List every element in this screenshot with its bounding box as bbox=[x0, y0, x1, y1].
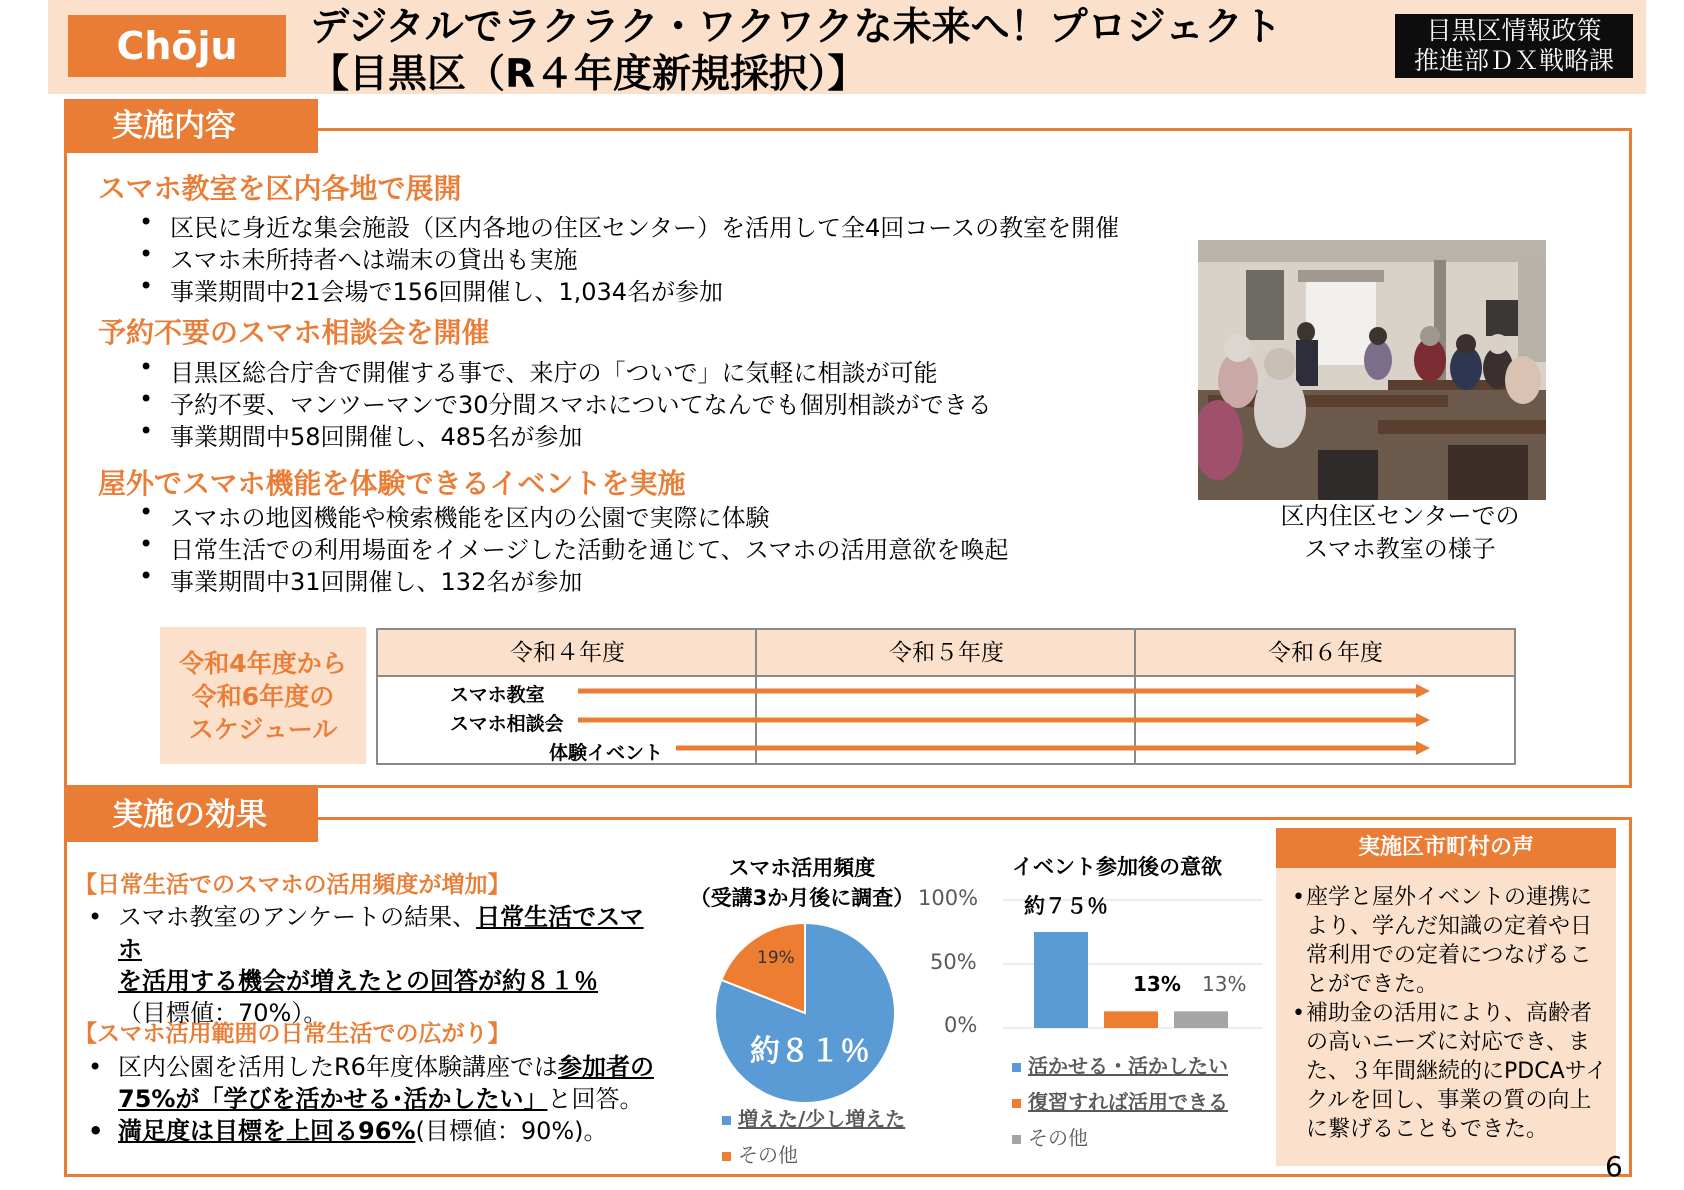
group-1-bullet-3: • 事業期間中21会場で156回開催し、1,034名が参加 bbox=[139, 272, 724, 306]
bar-ytick-100: 100% bbox=[918, 886, 979, 910]
effect-3-bullet: • bbox=[88, 1117, 104, 1145]
effect-2-bullet: • bbox=[88, 1053, 103, 1081]
group-2-bullet-2: • 予約不要、マンツーマンで30分間スマホについてなんでも個別相談ができる bbox=[139, 385, 992, 419]
pie-chart bbox=[710, 918, 900, 1108]
effect-1-heading: 【日常生活でのスマホの活用頻度が増加】 bbox=[74, 872, 511, 898]
pie-chart-title bbox=[682, 852, 922, 912]
pie-legend-item-2: その他 bbox=[722, 1139, 798, 1168]
group-2-bullet-3: • 事業期間中58回開催し、485名が参加 bbox=[139, 417, 583, 451]
schedule-label-line-3: スケジュール bbox=[188, 715, 338, 744]
schedule-row-label-consult: スマホ相談会 bbox=[450, 713, 564, 735]
group-3-heading: 屋外でスマホ機能を体験できるイベントを実施 bbox=[98, 467, 686, 500]
pie-data-label-main: 約８１％ bbox=[750, 1034, 870, 1069]
schedule-col-r5: 令和５年度 bbox=[889, 640, 1004, 666]
schedule-label-line-1: 令和4年度から bbox=[179, 649, 347, 678]
classroom-photo-image bbox=[1198, 240, 1546, 500]
group-3-bullet-1: • スマホの地図機能や検索機能を区内の公園で実際に体験 bbox=[139, 498, 770, 532]
schedule-label bbox=[160, 627, 366, 764]
photo-caption-line-1: 区内住区センターでの bbox=[1280, 502, 1520, 530]
group-3-bullet-2: • 日常生活での利用場面をイメージした活動を通じて、スマホの活用意欲を喚起 bbox=[139, 530, 1009, 564]
municipality-voice-box bbox=[1276, 828, 1616, 1166]
schedule-col-r6: 令和６年度 bbox=[1268, 640, 1383, 666]
department-box bbox=[1395, 14, 1633, 78]
choju-logo: Chōju bbox=[68, 15, 286, 77]
bar-legend-item-3: その他 bbox=[1012, 1122, 1088, 1151]
bar-ytick-0: 0% bbox=[944, 1013, 978, 1037]
effect-2-text: • 区内公園を活用したR6年度体験講座では参加者の 75%が「学びを活かせる･活かしたい」と回答。 • 満足度は目標を上回る96%(目標値：90%)。 bbox=[88, 1053, 654, 1145]
bar-data-label-3: 13% bbox=[1202, 972, 1247, 996]
schedule-arrow-class bbox=[578, 684, 1430, 698]
bar-chart-title: イベント参加後の意欲 bbox=[1012, 855, 1222, 879]
pie-data-label-other: 19% bbox=[757, 948, 795, 968]
bar-legend-item-1: 活かせる・活かしたい bbox=[1012, 1050, 1228, 1079]
group-1-bullet-2: • スマホ未所持者へは端末の貸出も実施 bbox=[139, 240, 578, 274]
group-2-heading: 予約不要のスマホ相談会を開催 bbox=[98, 316, 490, 349]
schedule-row-label-class: スマホ教室 bbox=[450, 684, 545, 706]
photo-caption-line-2: スマホ教室の様子 bbox=[1304, 535, 1496, 563]
pie-legend-swatch-2 bbox=[722, 1152, 731, 1161]
group-1-heading: スマホ教室を区内各地で展開 bbox=[98, 172, 462, 205]
voice-point-2: • 補助金の活用により、高齢者の高いニーズに対応でき、また、３年間継続的にPDCAサイクルを回し、事業の質の向上に繋げることもできた。 bbox=[1292, 1001, 1608, 1142]
effects-tab: 実施の効果 bbox=[64, 788, 318, 842]
bar-data-label-1: 約７５％ bbox=[1024, 894, 1108, 918]
group-3-bullet-3: • 事業期間中31回開催し、132名が参加 bbox=[139, 562, 583, 596]
bar-legend-swatch-1 bbox=[1012, 1063, 1021, 1072]
bar-data-label-2: 13% bbox=[1133, 972, 1181, 996]
pie-legend-item-1: 増えた/少し増えた bbox=[722, 1103, 905, 1132]
voice-point-1: • 座学と屋外イベントの連携により、学んだ知識の定着や日常利用での定着につなげることができた。 bbox=[1292, 885, 1593, 997]
department-line-1: 目黒区情報政策 bbox=[1426, 16, 1602, 45]
implementation-tab: 実施内容 bbox=[64, 99, 318, 153]
schedule-arrow-event bbox=[676, 741, 1430, 755]
schedule-row-label-event: 体験イベント bbox=[549, 742, 664, 764]
effect-2-heading: 【スマホ活用範囲の日常生活での広がり】 bbox=[74, 1021, 511, 1047]
classroom-photo bbox=[1198, 240, 1546, 500]
title-line-2: 【目黒区（R４年度新規採択）】 bbox=[310, 52, 867, 97]
bar-review bbox=[1104, 1011, 1158, 1028]
bar-legend-item-2: 復習すれば活用できる bbox=[1012, 1086, 1228, 1115]
pie-title-line-2: （受講3か月後に調査） bbox=[689, 886, 915, 910]
group-1-bullet-1: • 区民に身近な集会施設（区内各地の住区センター）を活用して全4回コースの教室を開催 bbox=[139, 208, 1120, 242]
page-number: 6 bbox=[1605, 1150, 1623, 1183]
effect-1-bullet: • bbox=[88, 903, 103, 931]
pie-title-line-1: スマホ活用頻度 bbox=[728, 856, 876, 880]
bar-ytick-50: 50% bbox=[930, 950, 977, 974]
bar-legend-swatch-3 bbox=[1012, 1135, 1021, 1144]
page-title bbox=[310, 4, 1282, 98]
schedule-arrow-consult bbox=[578, 713, 1430, 727]
voice-text bbox=[1292, 883, 1608, 1144]
bar-legend-swatch-2 bbox=[1012, 1099, 1021, 1108]
voice-heading: 実施区市町村の声 bbox=[1276, 828, 1616, 868]
bar-can-use bbox=[1034, 932, 1088, 1028]
effect-1-text: • スマホ教室のアンケートの結果、日常生活でスマホ を活用する機会が増えたとの回答が約８１％ （目標値：70%）。 bbox=[88, 903, 644, 1027]
schedule-table bbox=[376, 628, 1516, 765]
bar-other bbox=[1174, 1011, 1228, 1028]
department-line-2: 推進部ＤＸ戦略課 bbox=[1413, 46, 1614, 75]
schedule-col-r4: 令和４年度 bbox=[510, 640, 625, 666]
pie-legend-swatch-1 bbox=[722, 1116, 731, 1125]
title-line-1: デジタルでラクラク・ワクワクな未来へ！プロジェクト bbox=[310, 5, 1282, 50]
photo-caption bbox=[1240, 500, 1560, 566]
schedule-arrows bbox=[378, 630, 1514, 763]
group-2-bullet-1: • 目黒区総合庁舎で開催する事で、来庁の「ついで」に気軽に相談が可能 bbox=[139, 353, 938, 387]
schedule-label-line-2: 令和6年度の bbox=[191, 682, 335, 711]
